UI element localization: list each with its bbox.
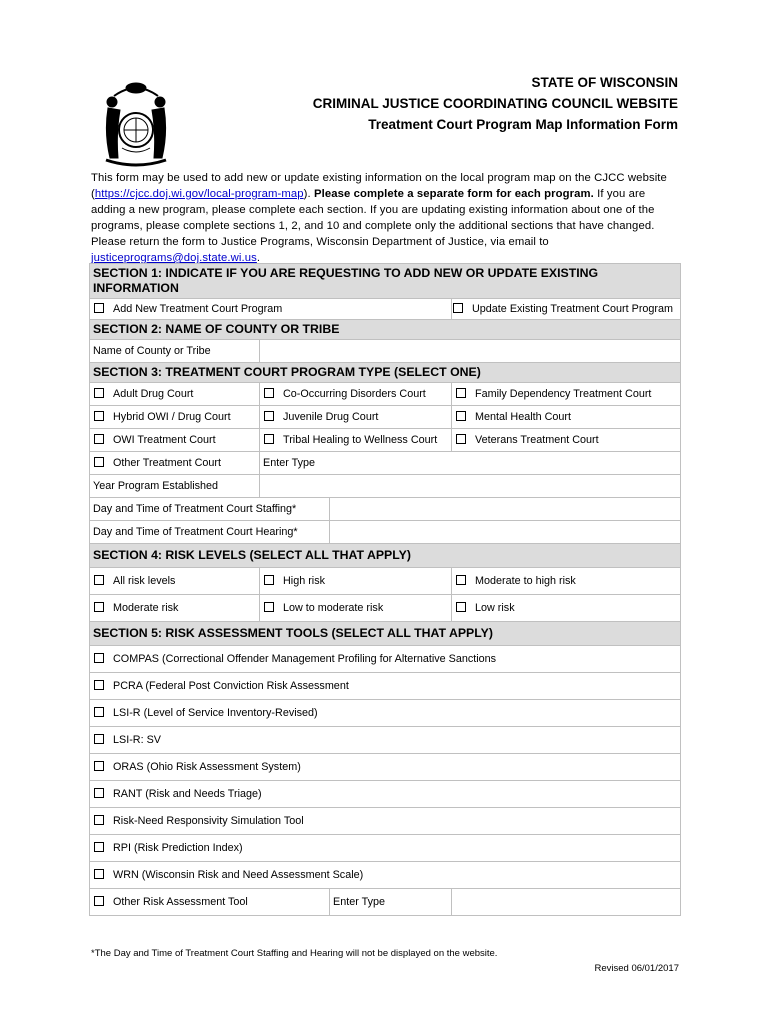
option-label: Low to moderate risk bbox=[283, 602, 384, 614]
tool-option[interactable] bbox=[90, 646, 681, 673]
tool-option[interactable] bbox=[90, 862, 681, 889]
intro-bold: Please complete a separate form for each program. bbox=[314, 188, 594, 200]
risk-option[interactable] bbox=[260, 595, 452, 622]
staffing-label: Day and Time of Treatment Court Staffing* bbox=[90, 498, 330, 521]
update-existing-option[interactable] bbox=[452, 299, 681, 320]
option-label: RPI (Risk Prediction Index) bbox=[113, 842, 243, 854]
wisconsin-seal-icon bbox=[94, 78, 178, 170]
type-option[interactable] bbox=[452, 383, 681, 406]
option-label: Juvenile Drug Court bbox=[283, 411, 379, 423]
enter-type-placeholder: Enter Type bbox=[263, 457, 316, 469]
checkbox[interactable] bbox=[94, 761, 104, 771]
type-option[interactable] bbox=[90, 429, 260, 452]
other-tool-option[interactable] bbox=[90, 889, 330, 916]
option-label: Moderate to high risk bbox=[475, 575, 576, 587]
checkbox[interactable] bbox=[94, 707, 104, 717]
checkbox[interactable] bbox=[456, 388, 466, 398]
header-council: CRIMINAL JUSTICE COORDINATING COUNCIL WEBSITE bbox=[312, 96, 678, 111]
tool-option[interactable] bbox=[90, 835, 681, 862]
other-court-option[interactable] bbox=[90, 452, 260, 475]
option-label: Hybrid OWI / Drug Court bbox=[113, 411, 231, 423]
checkbox[interactable] bbox=[94, 411, 104, 421]
risk-option[interactable] bbox=[452, 595, 681, 622]
checkbox[interactable] bbox=[94, 457, 104, 467]
hearing-field[interactable] bbox=[330, 521, 681, 544]
option-label: Mental Health Court bbox=[475, 411, 572, 423]
risk-option[interactable] bbox=[90, 595, 260, 622]
type-option[interactable] bbox=[452, 429, 681, 452]
section3-title: SECTION 3: TREATMENT COURT PROGRAM TYPE (SELECT ONE) bbox=[90, 363, 681, 383]
option-label: RANT (Risk and Needs Triage) bbox=[113, 788, 262, 800]
program-map-link[interactable]: https://cjcc.doj.wi.gov/local-program-map bbox=[94, 188, 304, 200]
option-label: Risk-Need Responsivity Simulation Tool bbox=[113, 815, 304, 827]
checkbox[interactable] bbox=[94, 869, 104, 879]
checkbox[interactable] bbox=[94, 842, 104, 852]
checkbox[interactable] bbox=[456, 575, 466, 585]
option-label: OWI Treatment Court bbox=[113, 434, 216, 446]
intro-paragraph bbox=[91, 170, 681, 266]
section5-title: SECTION 5: RISK ASSESSMENT TOOLS (SELECT ALL THAT APPLY) bbox=[90, 622, 681, 646]
checkbox[interactable] bbox=[94, 575, 104, 585]
tool-option[interactable] bbox=[90, 673, 681, 700]
checkbox[interactable] bbox=[94, 815, 104, 825]
section4-title: SECTION 4: RISK LEVELS (SELECT ALL THAT APPLY) bbox=[90, 544, 681, 568]
checkbox[interactable] bbox=[94, 602, 104, 612]
risk-option[interactable] bbox=[452, 568, 681, 595]
option-label: Low risk bbox=[475, 602, 515, 614]
checkbox[interactable] bbox=[94, 896, 104, 906]
option-label: COMPAS (Correctional Offender Management Profiling for Alternative Sanctions bbox=[113, 653, 497, 665]
option-label: Family Dependency Treatment Court bbox=[475, 388, 652, 400]
tool-option[interactable] bbox=[90, 754, 681, 781]
email-link[interactable]: justiceprograms@doj.state.wi.us bbox=[91, 252, 257, 264]
option-label: Adult Drug Court bbox=[113, 388, 194, 400]
option-label: Co-Occurring Disorders Court bbox=[283, 388, 426, 400]
hearing-label: Day and Time of Treatment Court Hearing* bbox=[90, 521, 330, 544]
option-label: LSI-R (Level of Service Inventory-Revised) bbox=[113, 707, 318, 719]
section1-title: SECTION 1: INDICATE IF YOU ARE REQUESTING TO ADD NEW OR UPDATE EXISTING INFORMATION bbox=[90, 264, 681, 299]
checkbox[interactable] bbox=[264, 575, 274, 585]
option-label: PCRA (Federal Post Conviction Risk Assessment bbox=[113, 680, 349, 692]
risk-option[interactable] bbox=[260, 568, 452, 595]
checkbox[interactable] bbox=[94, 653, 104, 663]
checkbox[interactable] bbox=[264, 602, 274, 612]
revision-date: Revised 06/01/2017 bbox=[594, 963, 679, 974]
county-label: Name of County or Tribe bbox=[90, 340, 260, 363]
type-option[interactable] bbox=[260, 406, 452, 429]
checkbox[interactable] bbox=[264, 388, 274, 398]
tool-type-field[interactable] bbox=[330, 889, 452, 916]
intro-text-2: ). bbox=[303, 188, 314, 200]
option-label: High risk bbox=[283, 575, 325, 587]
staffing-field[interactable] bbox=[330, 498, 681, 521]
option-label: Moderate risk bbox=[113, 602, 179, 614]
option-label: All risk levels bbox=[113, 575, 176, 587]
intro-text-1: This form may be used to add new or update existing information on the local program map on the CJCC website ( bbox=[91, 172, 667, 200]
footnote: *The Day and Time of Treatment Court Staffing and Hearing will not be displayed on the website. bbox=[91, 948, 498, 959]
option-label: Other Risk Assessment Tool bbox=[113, 896, 248, 908]
section2-title: SECTION 2: NAME OF COUNTY OR TRIBE bbox=[90, 320, 681, 340]
checkbox[interactable] bbox=[94, 788, 104, 798]
county-field[interactable] bbox=[260, 340, 681, 363]
document-header bbox=[313, 72, 678, 135]
checkbox[interactable] bbox=[94, 734, 104, 744]
option-label: LSI-R: SV bbox=[113, 734, 162, 746]
checkbox[interactable] bbox=[456, 434, 466, 444]
checkbox[interactable] bbox=[264, 434, 274, 444]
form-table bbox=[89, 263, 681, 916]
intro-text-4: . bbox=[256, 252, 261, 264]
court-type-field[interactable] bbox=[260, 452, 681, 475]
option-label: Update Existing Treatment Court Program bbox=[472, 303, 674, 315]
tool-option[interactable] bbox=[90, 808, 681, 835]
option-label: Other Treatment Court bbox=[113, 457, 222, 469]
year-field[interactable] bbox=[260, 475, 681, 498]
tool-option[interactable] bbox=[90, 700, 681, 727]
checkbox[interactable] bbox=[94, 680, 104, 690]
risk-option[interactable] bbox=[90, 568, 260, 595]
option-label: Add New Treatment Court Program bbox=[113, 303, 283, 315]
add-new-option[interactable] bbox=[90, 299, 452, 320]
type-option[interactable] bbox=[90, 383, 260, 406]
tool-type-extra[interactable] bbox=[452, 889, 681, 916]
checkbox[interactable] bbox=[456, 411, 466, 421]
intro-text-3: If you are adding a new program, please complete each section. If you are updating existing information about one of the programs, please complete sections 1, 2, and 10 and complete only the additional sections that have changed. Please return the form to Justice Programs, Wisconsin Department of Justice, via email to bbox=[91, 188, 655, 248]
year-label: Year Program Established bbox=[90, 475, 260, 498]
header-state: STATE OF WISCONSIN bbox=[531, 75, 678, 90]
option-label: ORAS (Ohio Risk Assessment System) bbox=[113, 761, 301, 773]
tool-option[interactable] bbox=[90, 727, 681, 754]
checkbox[interactable] bbox=[94, 388, 104, 398]
checkbox[interactable] bbox=[94, 434, 104, 444]
tool-option[interactable] bbox=[90, 781, 681, 808]
checkbox[interactable] bbox=[94, 303, 104, 313]
option-label: WRN (Wisconsin Risk and Need Assessment Scale) bbox=[113, 869, 364, 881]
option-label: Veterans Treatment Court bbox=[475, 434, 599, 446]
type-option[interactable] bbox=[452, 406, 681, 429]
option-label: Tribal Healing to Wellness Court bbox=[283, 434, 438, 446]
checkbox[interactable] bbox=[456, 602, 466, 612]
enter-type-placeholder: Enter Type bbox=[333, 896, 386, 908]
type-option[interactable] bbox=[260, 429, 452, 452]
checkbox[interactable] bbox=[453, 303, 463, 313]
type-option[interactable] bbox=[260, 383, 452, 406]
checkbox[interactable] bbox=[264, 411, 274, 421]
type-option[interactable] bbox=[90, 406, 260, 429]
form-title: Treatment Court Program Map Information Form bbox=[368, 117, 678, 132]
